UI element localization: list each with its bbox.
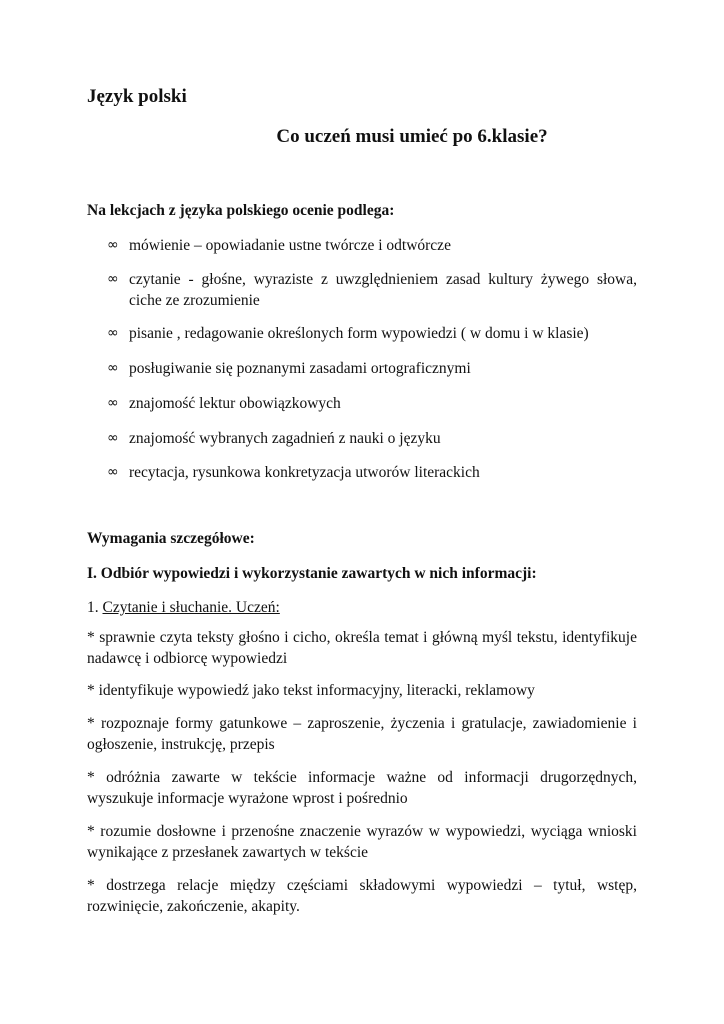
list-item-text: mówienie – opowiadanie ustne twórcze i odtwórcze: [129, 237, 451, 254]
subject-heading: Język polski: [87, 86, 187, 107]
list-item: [107, 269, 637, 311]
infinity-bullet-icon: ∞: [107, 237, 119, 253]
requirement-point: * dostrzega relacje między częściami składowymi wypowiedzi – tytuł, wstęp, rozwinięcie, zakończenie, akapity.: [87, 877, 637, 915]
subsection-title: Czytanie i słuchanie. Uczeń:: [102, 599, 280, 616]
subsection-number: 1.: [87, 599, 99, 616]
list-item: [107, 323, 637, 344]
requirement-point: * identyfikuje wypowiedź jako tekst informacyjny, literacki, reklamowy: [87, 682, 535, 699]
section-heading: I. Odbiór wypowiedzi i wykorzystanie zawartych w nich informacji:: [87, 565, 537, 582]
requirement-point: * rozumie dosłowne i przenośne znaczenie wyrazów w wypowiedzi, wyciąga wnioski wynikające z przesłanek zawartych w tekście: [87, 823, 637, 861]
infinity-bullet-icon: ∞: [107, 464, 119, 480]
list-item: [107, 428, 637, 449]
list-item-text: pisanie , redagowanie określonych form wypowiedzi ( w domu i w klasie): [129, 325, 589, 342]
requirement-point: * odróżnia zawarte w tekście informacje ważne od informacji drugorzędnych, wyszukuje informacje wyrażone wprost i pośrednio: [87, 769, 637, 807]
requirement-point: * sprawnie czyta teksty głośno i cicho, określa temat i główną myśl tekstu, identyfikuje nadawcę i odbiorcę wypowiedzi: [87, 629, 637, 667]
list-item-text: recytacja, rysunkowa konkretyzacja utworów literackich: [129, 464, 480, 481]
list-item: [107, 358, 637, 379]
list-item: [107, 235, 637, 256]
infinity-bullet-icon: ∞: [107, 395, 119, 411]
document-title: Co uczeń musi umieć po 6.klasie?: [276, 126, 548, 147]
infinity-bullet-icon: ∞: [107, 271, 119, 287]
requirement-point: * rozpoznaje formy gatunkowe – zaproszenie, życzenia i gratulacje, zawiadomienie i ogłoszenie, instrukcję, przepis: [87, 715, 637, 753]
list-item: [107, 393, 637, 414]
list-item: [107, 462, 637, 483]
requirements-heading: Wymagania szczegółowe:: [87, 530, 255, 547]
infinity-bullet-icon: ∞: [107, 360, 119, 376]
list-item-text: posługiwanie się poznanymi zasadami ortograficznymi: [129, 360, 471, 377]
assessment-heading: Na lekcjach z języka polskiego ocenie podlega:: [87, 202, 395, 219]
infinity-bullet-icon: ∞: [107, 430, 119, 446]
subsection-heading: [87, 597, 637, 618]
infinity-bullet-icon: ∞: [107, 325, 119, 341]
list-item-text: znajomość wybranych zagadnień z nauki o języku: [129, 430, 441, 447]
list-item-text: czytanie - głośne, wyraziste z uwzględnieniem zasad kultury żywego słowa, ciche ze zrozumienie: [129, 271, 637, 309]
list-item-text: znajomość lektur obowiązkowych: [129, 395, 341, 412]
